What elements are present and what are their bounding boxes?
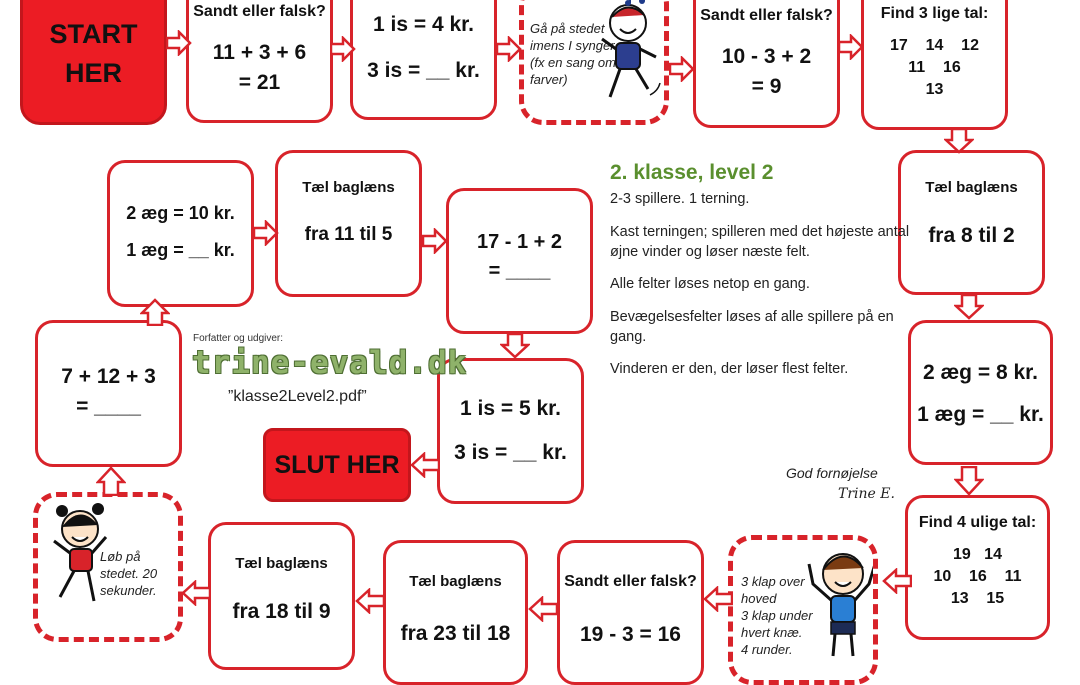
arrow-down: [954, 466, 984, 496]
instructions-players: 2-3 spillere. 1 terning.: [610, 191, 750, 208]
arrow-left: [181, 580, 211, 606]
square-line: 10 - 3 + 2: [721, 45, 812, 68]
signature: Trine E.: [838, 486, 895, 502]
square-title: Sandt eller falsk?: [564, 573, 697, 590]
number-row: 17 14 12: [890, 37, 979, 54]
square-addition-2[interactable]: [446, 188, 593, 334]
start-label-1: START: [49, 19, 138, 49]
arrow-left: [882, 568, 912, 594]
square-line: 17 - 1 + 2: [476, 231, 563, 253]
arrow-left: [703, 586, 733, 612]
square-line: 1 is = 4 kr.: [372, 13, 474, 36]
start-square[interactable]: [20, 0, 167, 125]
jumping-boy-icon: [803, 540, 878, 660]
square-title: Tæl baglæns: [409, 573, 502, 590]
square-line: fra 11 til 5: [304, 224, 393, 245]
instructions-dice: Kast terningen; spilleren med det højeste antal øjne vinder og løser næste felt.: [610, 223, 910, 260]
arrow-down: [944, 128, 974, 154]
square-odd-numbers[interactable]: [905, 495, 1050, 640]
arrow-right: [253, 220, 279, 246]
square-line: = ____: [488, 260, 551, 282]
square-title: Tæl baglæns: [235, 555, 328, 572]
arrow-left: [410, 452, 440, 478]
square-line: fra 8 til 2: [928, 224, 1015, 247]
arrow-right: [838, 34, 864, 60]
square-line: 11 + 3 + 6: [212, 41, 307, 64]
square-title: Sandt eller falsk?: [193, 3, 326, 20]
game-instructions: [610, 158, 910, 391]
square-title: Find 3 lige tal:: [880, 5, 989, 22]
square-movement-sing[interactable]: [519, 0, 669, 125]
square-count-backwards-3[interactable]: [383, 540, 528, 685]
square-true-false-2[interactable]: [693, 0, 840, 128]
arrow-up: [140, 298, 170, 326]
square-title: Tæl baglæns: [302, 179, 395, 196]
square-movement-run[interactable]: [33, 492, 183, 642]
instructions-winner: Vinderen er den, der løser flest felter.: [610, 361, 849, 378]
square-line: 1 æg = __ kr.: [917, 403, 1044, 426]
square-ice-cream-1[interactable]: [350, 0, 497, 120]
square-line: 7 + 12 + 3: [61, 365, 156, 388]
start-label-2: HER: [64, 58, 122, 89]
number-row: 19 14: [953, 546, 1002, 563]
arrow-right: [496, 36, 522, 62]
square-count-backwards-2[interactable]: [208, 522, 355, 670]
square-movement-clap[interactable]: [728, 535, 878, 685]
file-name: ”klasse2Level2.pdf”: [228, 388, 367, 405]
arrow-down: [954, 294, 984, 320]
movement-text: Løb på stedet. 20 sekunder.: [100, 549, 158, 598]
square-true-false-3[interactable]: [557, 540, 704, 685]
square-count-backwards-1[interactable]: [275, 150, 422, 297]
square-line: fra 18 til 9: [232, 600, 331, 623]
square-line: = 21: [238, 71, 281, 94]
arrow-left: [528, 596, 558, 622]
movement-text: Gå på stedet imens I synger (fx en sang om farver): [530, 21, 616, 87]
square-count-backwards-4[interactable]: [898, 150, 1045, 295]
arrow-right: [422, 228, 448, 254]
square-line: 3 is = __ kr.: [454, 441, 567, 464]
arrow-right: [669, 56, 695, 82]
square-eggs-1[interactable]: [908, 320, 1053, 465]
square-line: 2 æg = 8 kr.: [923, 361, 1038, 384]
square-line: 1 is = 5 kr.: [459, 397, 561, 420]
number-row: 11 16: [908, 59, 961, 76]
instructions-heading: 2. klasse, level 2: [610, 161, 774, 184]
movement-text: 3 klap over hoved 3 klap under hvert knæ. 4 runder.: [741, 574, 813, 657]
arrow-left: [355, 588, 385, 614]
square-true-false-1[interactable]: [186, 0, 333, 123]
square-line: = 9: [751, 75, 782, 98]
arrow-down: [500, 333, 530, 359]
finish-square[interactable]: [263, 428, 411, 502]
arrow-right: [330, 36, 356, 62]
instructions-movement: Bevægelsesfelter løses af alle spillere på en gang.: [610, 308, 894, 345]
logo: trine-evald.dk: [192, 345, 468, 381]
arrow-up: [96, 466, 126, 496]
square-line: 1 æg = __ kr.: [126, 240, 235, 260]
sign-greeting: God fornøjelse: [786, 465, 878, 481]
square-line: 2 æg = 10 kr.: [126, 203, 235, 223]
square-title: Tæl baglæns: [925, 179, 1018, 196]
square-addition-1[interactable]: [35, 320, 182, 467]
square-eggs-2[interactable]: [107, 160, 254, 307]
square-even-numbers[interactable]: [861, 0, 1008, 130]
running-boy-icon: [598, 0, 666, 109]
square-line: 3 is = __ kr.: [367, 59, 480, 82]
square-title: Sandt eller falsk?: [700, 7, 833, 24]
music-notes-icon: [624, 0, 652, 7]
arrow-right: [166, 30, 192, 56]
square-title: Find 4 ulige tal:: [918, 514, 1037, 531]
finish-label: SLUT HER: [274, 451, 400, 479]
square-line: = ____: [76, 395, 141, 418]
credit-label: Forfatter og udgiver:: [193, 333, 284, 344]
square-line: fra 23 til 18: [400, 622, 511, 645]
number-row: 13: [925, 81, 944, 98]
square-line: 19 - 3 = 16: [580, 623, 681, 646]
number-row: 10 16 11: [933, 568, 1022, 585]
number-row: 13 15: [950, 590, 1005, 607]
instructions-once: Alle felter løses netop en gang.: [610, 276, 810, 293]
